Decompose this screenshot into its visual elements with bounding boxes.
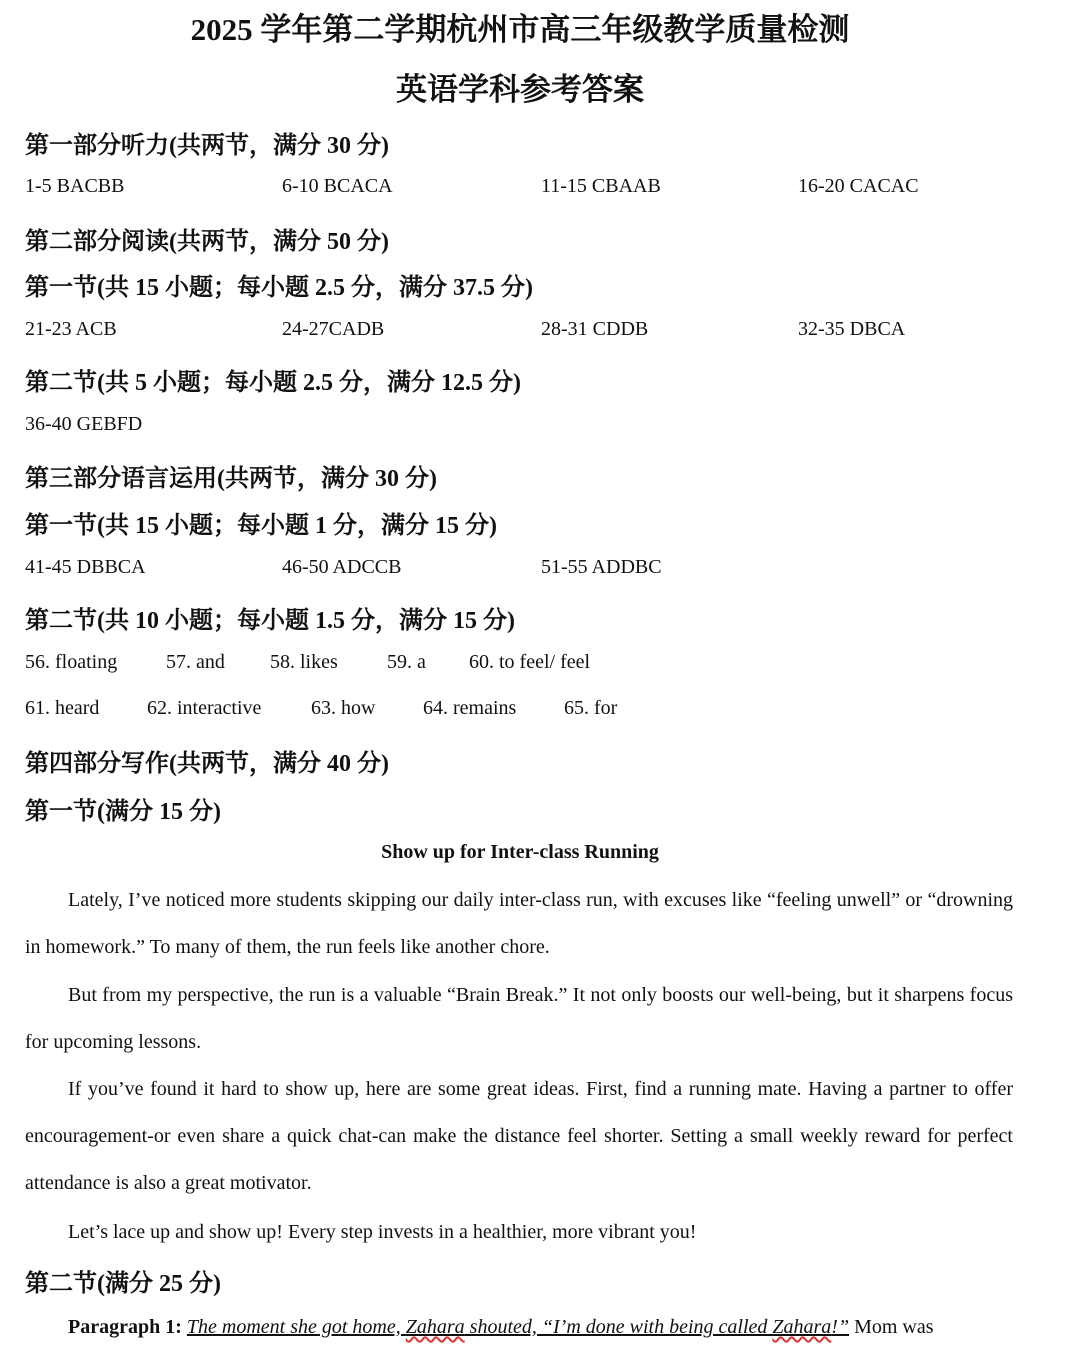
- paragraph1-continuation: Mom was: [849, 1316, 934, 1338]
- answer-group: 51-55 ADDBC: [541, 556, 662, 578]
- spellcheck-word: Zahara: [405, 1316, 465, 1338]
- answer-item: 61. heard: [25, 697, 100, 719]
- essay-paragraph: Let’s lace up and show up! Every step invests in a healthier, more vibrant you!: [68, 1221, 697, 1243]
- answer-group: 16-20 CACAC: [798, 175, 919, 197]
- answer-item: 57. and: [166, 651, 225, 673]
- answer-item: 56. floating: [25, 651, 118, 673]
- answer-group: 46-50 ADCCB: [282, 556, 402, 578]
- page-subtitle: 英语学科参考答案: [396, 72, 644, 107]
- answer-group: 41-45 DBBCA: [25, 556, 146, 578]
- answer-group: 28-31 CDDB: [541, 318, 649, 340]
- answer-group: 32-35 DBCA: [798, 318, 906, 340]
- page-title: 2025 学年第二学期杭州市高三年级教学质量检测: [190, 12, 850, 47]
- essay-title: Show up for Inter-class Running: [381, 841, 659, 863]
- paragraph1-opening: The moment she got home, Zahara shouted, “I’m done with being called Zahara!”: [186, 1316, 850, 1338]
- part2-section1-heading: 第一节(共 15 小题；每小题 2.5 分，满分 37.5 分): [25, 275, 533, 301]
- spellcheck-word: Zahara: [772, 1316, 832, 1338]
- answer-item: 65. for: [564, 697, 618, 719]
- part2-heading: 第二部分阅读(共两节，满分 50 分): [25, 229, 389, 255]
- essay-paragraph: Lately, I’ve noticed more students skipping our daily inter-class run, with excuses like “feeling unwell” or “drowning in homework.” To many of them, the run feels like another chore.: [25, 889, 1013, 958]
- answer-item: 59. a: [387, 651, 426, 673]
- paragraph1-label: Paragraph 1:: [68, 1316, 182, 1338]
- part3-heading: 第三部分语言运用(共两节，满分 30 分): [25, 466, 437, 492]
- essay-paragraph: But from my perspective, the run is a valuable “Brain Break.” It not only boosts our well-being, but it sharpens focus for upcoming lessons.: [25, 984, 1013, 1053]
- answer-item: 62. interactive: [147, 697, 262, 719]
- part4-heading: 第四部分写作(共两节，满分 40 分): [25, 751, 389, 777]
- part3-section1-heading: 第一节(共 15 小题；每小题 1 分，满分 15 分): [25, 513, 497, 539]
- essay-paragraph: If you’ve found it hard to show up, here are some great ideas. First, find a running mate. Having a partner to offer encouragement-or even share a quick chat-can make the distance feel shorter. Setting a small weekly reward for perfect attendance is also a great motivator.: [25, 1078, 1013, 1194]
- answer-group: 1-5 BACBB: [25, 175, 125, 197]
- answer-item: 63. how: [311, 697, 376, 719]
- answer-group: 11-15 CBAAB: [541, 175, 661, 197]
- answer-item: 64. remains: [423, 697, 517, 719]
- answer-item: 60. to feel/ feel: [469, 651, 591, 673]
- answer-group: 6-10 BCACA: [282, 175, 393, 197]
- paragraph1-line: [68, 1316, 934, 1339]
- part1-heading: 第一部分听力(共两节，满分 30 分): [25, 133, 389, 159]
- answer-item: 58. likes: [270, 651, 338, 673]
- part2-section2-heading: 第二节(共 5 小题；每小题 2.5 分，满分 12.5 分): [25, 370, 521, 396]
- answer-group: 24-27CADB: [282, 318, 385, 340]
- answer-group: 21-23 ACB: [25, 318, 117, 340]
- part3-section2-heading: 第二节(共 10 小题；每小题 1.5 分，满分 15 分): [25, 608, 515, 634]
- part4-section2-heading: 第二节(满分 25 分): [25, 1271, 221, 1297]
- part4-section1-heading: 第一节(满分 15 分): [25, 799, 221, 825]
- part2-section2-answers: 36-40 GEBFD: [25, 413, 143, 435]
